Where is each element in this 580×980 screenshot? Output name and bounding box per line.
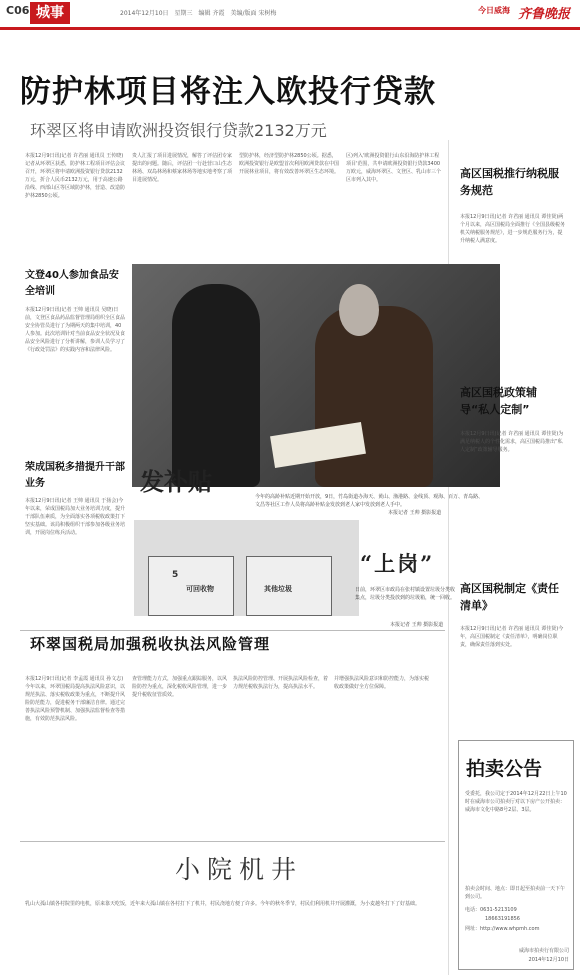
recycling-credit: 本报记者 王帅 摄影报道 <box>390 622 444 628</box>
bin-label: 可回收物 <box>186 585 214 593</box>
bin-number: 5 <box>172 570 179 580</box>
auction-title: 拍卖公告 <box>466 758 543 780</box>
tax-column-4: 并增强执法风险意识和防控能力，为落实税收政策做好全方位保障。 <box>334 676 430 690</box>
auction-address: 拍卖会时间、地点：即日起至拍卖前一天下午到公司。 <box>465 886 566 900</box>
auction-web: 网址：http://www.whpmh.com <box>465 926 540 932</box>
tax-column-3: 执法风险防控管理、开展执法风险检查，着力规范税收执法行为，提高执法水平。 <box>233 676 328 690</box>
sidebar-title-1: 高区国税推行纳税服务规范 <box>460 167 559 197</box>
sidebar-title-3: 高区国税制定《责任清单》 <box>460 582 559 612</box>
bin-label: 其他垃圾 <box>264 585 292 593</box>
tax-column-2: 查管理能力方式，加强重点跟踪服务，以风险防控为重点，深化税收风险管理，进一步提升税收征管质效。 <box>132 676 227 698</box>
person-silhouette <box>315 306 433 487</box>
section-label: 城事 <box>30 2 70 24</box>
lead-column-2: 贵人汇报了项目进展情况，解答了评估团专家提出的问题。随后，评估团一行赴营口山生态林场、双岛林场和蔡家林场等地实地考察了项目进展情况。 <box>132 153 232 183</box>
xiaoyuan-title: 小院机井 <box>175 855 304 884</box>
section-divider <box>20 841 445 842</box>
section-divider <box>20 630 445 631</box>
lead-column-3: 型防护林，经济型防护林2850公顷。据悉，欧洲投资银行是欧盟首次利用欧洲贷款在中国开展林业项目，将有效改善环翠区生态环境。 <box>239 153 339 175</box>
xiaoyuan-text: 乳山大孤山镇各村院里的电机，原来靠天吃饭，近年来大孤山镇在各村打下了机井，村民浇地方便了许多。今年的秋冬季节，村民们利用机井开展灌溉，为小麦越冬打下了好基础。 <box>25 901 421 907</box>
sidebar-text-3: 本报12月9日讯(记者 许君丽 通讯员 谭佳贤)今年，高区国税制定《责任清单》，明确岗位职责，确保责任落到实处。 <box>460 626 564 648</box>
tax-column-1: 本报12月9日讯(记者 李孟霞 通讯员 孙文志)今年以来，环翠国税局提高执法风险意识，以规范执法、落实税收政策为重点，不断提升风险防范能力，促进税务干部廉洁自律。通过完善执法风险预警机制、加强执法监督检查等措施，有效防范执法风险。 <box>25 676 125 722</box>
auction-mobile: 18663191856 <box>485 916 520 922</box>
dateline: 2014年12月10日 星期三 编辑 齐霞 美编/版面 宋树梅 <box>120 10 277 17</box>
tax-article-title: 环翠国税局加强税收执法风险管理 <box>30 635 271 653</box>
recycling-caption: 日前，环翠区市政局在张村镇设置垃圾分类收集点，垃圾分类投放到的垃圾箱，统一回收。 <box>355 587 456 601</box>
brand-label: 今日威海 <box>478 6 510 15</box>
auction-body: 受委托，我公司定于2014年12月22日上午10时在威海市公司拍卖厅对以下房产公开拍卖：威海市文化中路8号2层、3层。 <box>465 791 567 813</box>
rongcheng-text: 本报12月9日讯(记者 王帅 通讯员 于扬会)今年以来，荣成国税局加大业务培训力度，提升干部队伍素质，为全面落实各项税收政策打下坚实基础。该局积极组织干部参加各级业务培训，开展岗位练兵活动。 <box>25 498 125 536</box>
sidebar-text-1: 本报12月9日讯(记者 许君丽 通讯员 谭佳贤)两个月以来，高区国税局全面推行《全国县级税务机关纳税服务规范》，进一步规范服务行为，提升纳税人满意度。 <box>460 214 566 244</box>
auction-company: 威海市拍卖行有限公司 <box>518 948 569 954</box>
photo-credit: 本报记者 王帅 摄影报道 <box>388 510 442 516</box>
auction-date: 2014年12月10日 <box>528 957 569 963</box>
top-rule <box>0 27 580 30</box>
sidebar-text-2: 本报12月9日讯(记者 许君丽 通讯员 谭佳贤)为满足纳税人的个性化需求，高区国税局推出“私人定制”政策辅导服务。 <box>460 431 564 453</box>
elderly-person-head <box>339 284 379 336</box>
person-silhouette <box>172 284 260 487</box>
page-number: C06 <box>6 4 30 17</box>
auction-phone: 电话：0631-5213109 <box>465 907 517 913</box>
lead-column-4: 区)列入'欧洲投资银行山东沿海防护林工程项目'范围，共申请欧洲投资银行贷款3400万欧元，威海环翠区、文登区、乳山市三个区市列入其中。 <box>346 153 442 183</box>
photo-stamp-shangang: “上岗” <box>360 551 435 576</box>
masthead <box>0 0 580 30</box>
photo-stamp: 发补贴 <box>140 467 212 496</box>
recycling-photo <box>134 520 359 616</box>
elderly-subsidy-photo <box>132 264 500 487</box>
lead-column-1: 本报12月9日讯(记者 许君丽 通讯员 王传晓)记者从环翠区获悉，防护林工程项目评估会议召开，环翠区将申请欧洲投资银行贷款2132万元，折合人民币2132万元，用于高速公路沿线、西部山区等区域防护林，营造、改造防护林2850公顷。 <box>25 153 125 199</box>
paper-logo: 齐鲁晚报 <box>518 7 571 22</box>
rongcheng-title: 荣成国税多措提升干部业务 <box>25 462 125 489</box>
food-safety-title: 文登40人参加食品安全培训 <box>25 270 119 297</box>
food-safety-text: 本报12月9日讯(记者 王帅 通讯员 吴晓)日前，文登区食品药品监督管理局组织全区食品安全协管员进行了为期两天的集中培训，40人参加。此次培训针对当前食品安全状况及食品安全风险进行了分析讲解，参训人员学习了《行政处罚法》的实践内容和法律风险。 <box>25 307 125 353</box>
sidebar-title-2: 高区国税政策辅导“私人定制” <box>460 386 537 416</box>
page-headline: 防护林项目将注入欧投行贷款 <box>20 74 436 110</box>
page-subhead: 环翠区将申请欧洲投资银行贷款2132万元 <box>30 121 327 140</box>
photo-caption: 今年的高龄补贴近期开始开放，9日，竹岛街道办海天、黄山、渔港路、金线顶、观海、百万、青岛路、文昌等社区工作人员将高龄补贴金发放到老人家中发放到老人手中。 <box>255 494 484 508</box>
